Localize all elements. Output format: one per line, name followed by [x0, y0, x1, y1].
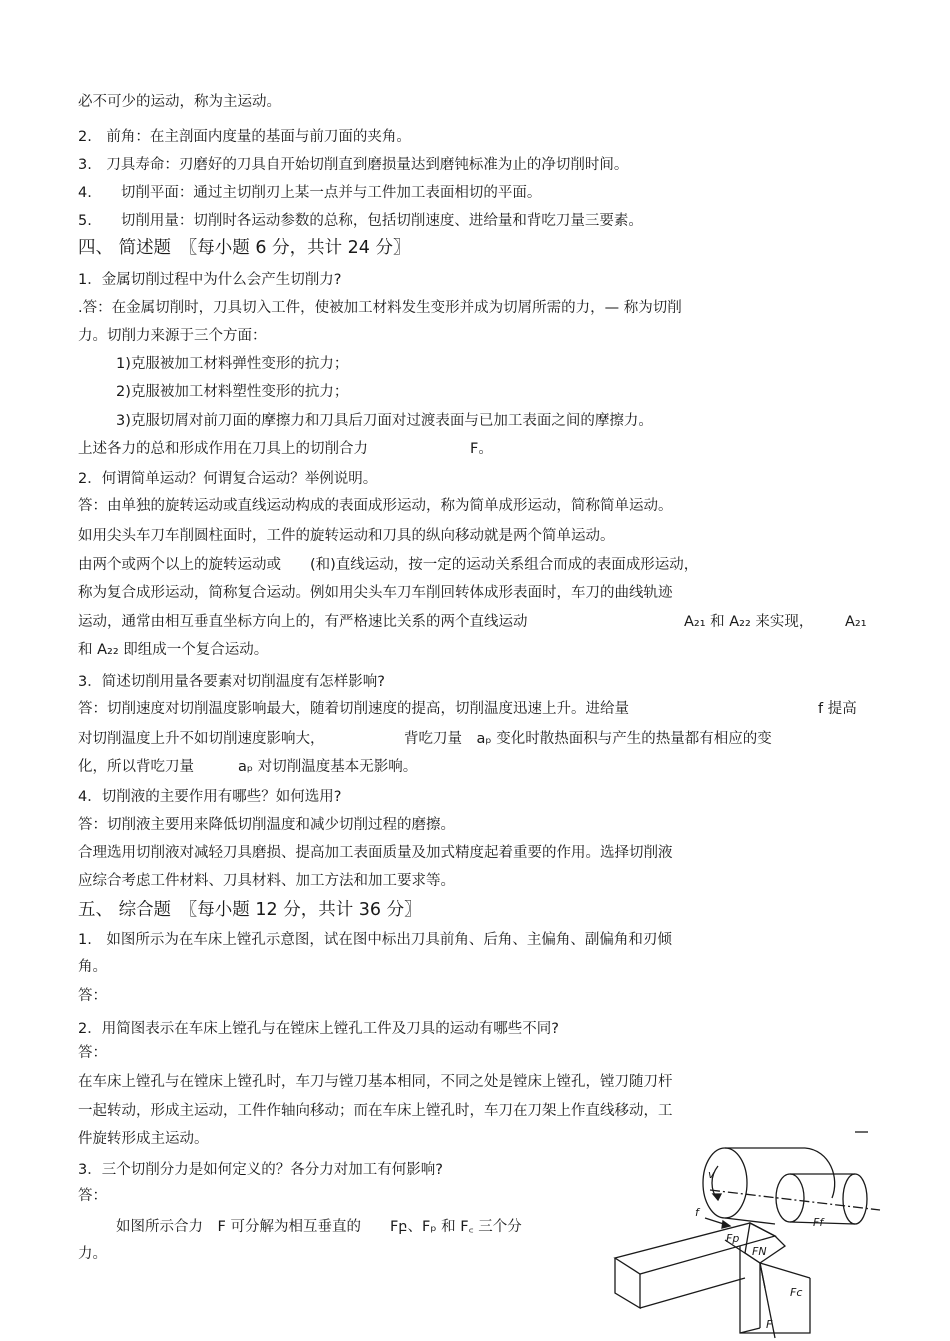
answer-line: 答：切削液主要用来降低切削温度和减少切削过程的磨擦。	[78, 817, 455, 833]
answer-line: 答：切削速度对切削温度影响最大，随着切削速度的提高，切削温度迅速上升。进给量	[78, 701, 629, 717]
answer-symbols: f 提高	[818, 701, 857, 717]
text-line: 必不可少的运动，称为主运动。	[78, 94, 281, 110]
symbol-f: F。	[470, 441, 493, 457]
definition-tool-life: 3. 刀具寿命：刃磨好的刀具自开始切削直到磨损量达到磨钝标准为止的净切削时间。	[78, 157, 629, 173]
section-heading-4: 四、 简述题 〖每小题 6 分，共计 24 分〗	[78, 238, 411, 258]
question-3: 3．简述切削用量各要素对切削温度有怎样影响?	[78, 674, 385, 690]
feed-arrowhead	[722, 1221, 730, 1228]
answer-line: 如用尖头车刀车削圆柱面时，工件的旋转运动和刀具的纵向移动就是两个简单运动。	[78, 528, 615, 544]
answer-line: 化，所以背吃刀量	[78, 759, 194, 775]
answer-line: 上述各力的总和形成作用在刀具上的切削合力	[78, 441, 368, 457]
label-feed: f	[695, 1206, 699, 1219]
definition-cutting-params: 5. 切削用量：切削时各运动参数的总称，包括切削速度、进给量和背吃刀量三要素。	[78, 213, 643, 229]
answer-line: 和 A₂₂ 即组成一个复合运动。	[78, 642, 269, 658]
question-2: 2．何谓简单运动？何谓复合运动？举例说明。	[78, 471, 378, 487]
answer-line: 如图所示合力 F 可分解为相互垂直的 Fբ、Fₚ 和 F꜀ 三个分	[116, 1219, 522, 1235]
force-fc	[760, 1263, 765, 1288]
answer-item: 3)克服切屑对前刀面的摩擦力和刀具后刀面对过渡表面与已加工表面之间的摩擦力。	[116, 413, 653, 429]
answer-line: .答：在金属切削时，刀具切入工件，使被加工材料发生变形并成为切屑所需的力，— 称为切削	[78, 300, 682, 316]
answer-label: 答：	[78, 1188, 107, 1204]
comprehensive-question-1: 1. 如图所示为在车床上镗孔示意图，试在图中标出刀具前角、后角、主偏角、副偏角和刃倾	[78, 932, 672, 948]
section-heading-5: 五、 综合题 〖每小题 12 分，共计 36 分〗	[78, 900, 422, 920]
force-box-inner	[740, 1263, 760, 1333]
answer-line: 件旋转形成主运动。	[78, 1131, 209, 1147]
axis-line	[710, 1190, 880, 1210]
answer-line: 答：由单独的旋转运动或直线运动构成的表面成形运动，称为简单成形运动，简称简单运动。	[78, 498, 673, 514]
answer-line: 运动，通常由相互垂直坐标方向上的，有严格速比关系的两个直线运动	[78, 614, 528, 630]
answer-line-tail: aₚ 对切削温度基本无影响。	[238, 759, 418, 775]
answer-line-tail: 背吃刀量 aₚ 变化时散热面积与产生的热量都有相应的变	[404, 731, 772, 747]
definition-rake-angle: 2. 前角：在主剖面内度量的基面与前刀面的夹角。	[78, 129, 411, 145]
label-fp: Fp	[726, 1232, 740, 1245]
rotation-arrowhead	[713, 1194, 721, 1200]
answer-symbols: A₂₁	[845, 614, 867, 630]
answer-item: 1)克服被加工材料弹性变形的抗力；	[116, 356, 349, 372]
answer-line: 称为复合成形运动，简称复合运动。例如用尖头车刀车削回转体成形表面时，车刀的曲线轨迹	[78, 585, 673, 601]
answer-line: 力。切削力来源于三个方面：	[78, 328, 267, 344]
workpiece-end	[703, 1148, 747, 1218]
force-ff	[760, 1263, 810, 1278]
tool-shank-top	[615, 1223, 775, 1274]
question-4: 4．切削液的主要作用有哪些？如何选用?	[78, 789, 342, 805]
tool-shank-bottom	[640, 1278, 745, 1308]
label-fn: FN	[752, 1245, 767, 1258]
answer-line: 对切削温度上升不如切削速度影响大，	[78, 731, 325, 747]
cutting-force-figure	[600, 1128, 885, 1341]
question-1: 1．金属切削过程中为什么会产生切削力?	[78, 272, 342, 288]
workpiece-back	[805, 1148, 835, 1198]
label-resultant: F	[766, 1318, 773, 1331]
answer-line: 由两个或两个以上的旋转运动或 (和)直线运动，按一定的运动关系组合而成的表面成形运动，	[78, 557, 699, 573]
answer-label: 答：	[78, 988, 107, 1004]
answer-line: 应综合考虑工件材料、刀具材料、加工方法和加工要求等。	[78, 873, 455, 889]
question-continuation: 角。	[78, 959, 107, 975]
turned-section-end	[843, 1174, 867, 1224]
definition-cutting-plane: 4. 切削平面：通过主切削刃上某一点并与工件加工表面相切的平面。	[78, 185, 542, 201]
label-fc: Fc	[790, 1286, 803, 1299]
comprehensive-question-3: 3．三个切削分力是如何定义的？各分力对加工有何影响?	[78, 1162, 443, 1178]
answer-line: 力。	[78, 1246, 107, 1262]
label-ff: Ff	[813, 1216, 824, 1229]
answer-symbols: A₂₁ 和 A₂₂ 来实现，	[684, 614, 814, 630]
label-v: v	[708, 1168, 715, 1181]
answer-item: 2)克服被加工材料塑性变形的抗力；	[116, 384, 349, 400]
answer-line: 在车床上镗孔与在镗床上镗孔时，车刀与镗刀基本相同，不同之处是镗床上镗孔，镗刀随刀杆	[78, 1074, 673, 1090]
answer-line: 合理选用切削液对减轻刀具磨损、提高加工表面质量及加式精度起着重要的作用。选择切削液	[78, 845, 673, 861]
turned-section	[776, 1174, 804, 1222]
answer-label: 答：	[78, 1045, 107, 1061]
answer-line: 一起转动，形成主运动，工件作轴向移动；而在车床上镗孔时，车刀在刀架上作直线移动，工	[78, 1103, 673, 1119]
comprehensive-question-2: 2．用简图表示在车床上镗孔与在镗床上镗孔工件及刀具的运动有哪些不同?	[78, 1021, 559, 1037]
